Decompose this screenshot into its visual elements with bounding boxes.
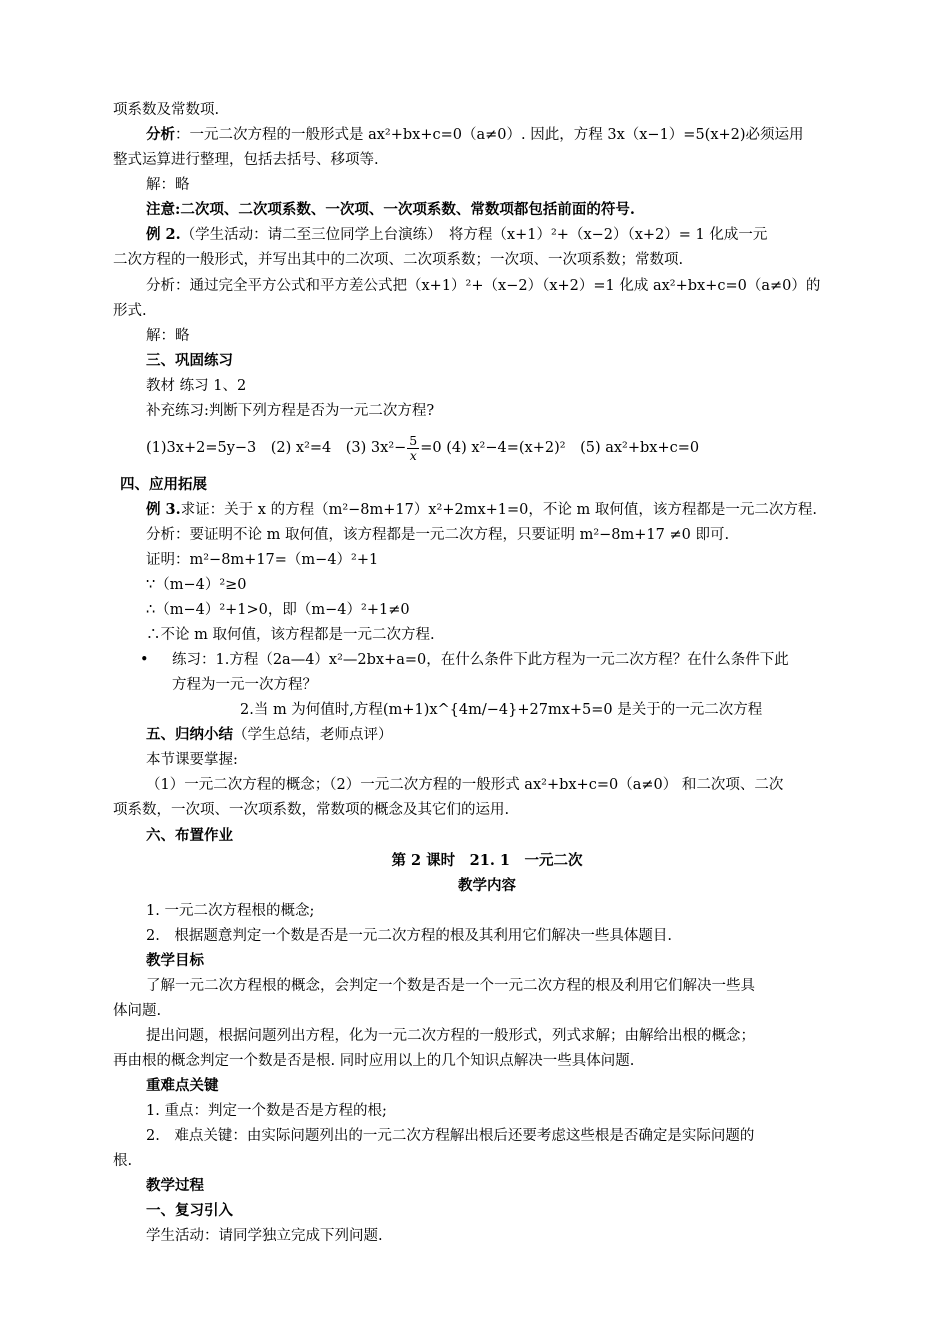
paragraph-line: 补充练习:判断下列方程是否为一元二次方程? xyxy=(146,403,435,419)
section-heading-5 xyxy=(146,725,894,747)
list-item: 1. 一元二次方程根的概念; xyxy=(146,903,315,919)
section-heading-6: 六、布置作业 xyxy=(146,827,233,844)
equations-part-2: =0 (4) x²−4=(x+2)² (5) ax²+bx+c=0 xyxy=(420,440,700,456)
example-2-label: 例 2. xyxy=(146,226,181,243)
paragraph-line: 二次方程的一般形式，并写出其中的二次项、二次项系数；一次项、一次项系数；常数项. xyxy=(113,252,684,268)
section-5-title: 五、归纳小结 xyxy=(146,726,233,743)
solution-line: 解：略 xyxy=(146,177,190,193)
practice-line: 练习：1.方程（2a—4）x²—2bx+a=0，在什么条件下此方程为一元二次方程？在什么条件下此 xyxy=(172,652,789,668)
analysis-text: ：一元二次方程的一般形式是 ax²+bx+c=0（a≠0）. 因此，方程 3x（x−1）=5(x+2)必须运用 xyxy=(175,127,804,143)
analysis-line: 分析：要证明不论 m 取何值，该方程都是一元二次方程，只要证明 m²−8m+17 ≠0 即可. xyxy=(146,527,730,543)
example-2-text: （学生活动：请二至三位同学上台演练） 将方程（x+1）²+（x−2）（x+2）= 1 化成一元 xyxy=(180,227,768,243)
solution-line: 解：略 xyxy=(146,328,190,344)
proof-line: ∵（m−4）²≥0 xyxy=(146,577,247,593)
paragraph-line: 项系数，一次项、一次项系数，常数项的概念及其它们的运用. xyxy=(113,802,510,818)
practice-line: 2.当 m 为何值时,方程(m+1)x^{4m/−4}+27mx+5=0 是关于的一元二次方程 xyxy=(240,702,763,718)
section-5-note: （学生总结，老师点评） xyxy=(233,727,393,743)
paragraph-line: 根. xyxy=(113,1153,133,1169)
fraction-denominator: x xyxy=(409,447,417,463)
paragraph-line: 形式. xyxy=(113,303,147,319)
paragraph-line: 提出问题，根据问题列出方程，化为一元二次方程的一般形式，列式求解；由解给出根的概念； xyxy=(146,1028,755,1044)
example-3-text: 求证：关于 x 的方程（m²−8m+17）x²+2mx+1=0，不论 m 取何值，该方程都是一元二次方程. xyxy=(180,502,817,518)
practice-line: 方程为一元一次方程？ xyxy=(172,677,317,693)
paragraph-line: 本节课要掌握: xyxy=(146,752,238,768)
paragraph-line: 学生活动：请同学独立完成下列问题. xyxy=(146,1228,383,1244)
teaching-process-heading: 教学过程 xyxy=(146,1177,204,1194)
paragraph-line: （1）一元二次方程的概念；（2）一元二次方程的一般形式 ax²+bx+c=0（a≠0） 和二次项、二次 xyxy=(146,777,784,793)
bullet-icon: • xyxy=(140,652,149,668)
section-heading-4: 四、应用拓展 xyxy=(120,476,207,493)
example-3-label: 例 3. xyxy=(146,501,181,518)
equations-part-1: (1)3x+2=5y−3 (2) x²=4 (3) 3x²− xyxy=(146,440,407,456)
teaching-content-heading: 教学内容 xyxy=(458,877,516,894)
example-2-line xyxy=(146,225,894,247)
paragraph-line: 整式运算进行整理，包括去括号、移项等. xyxy=(113,152,379,168)
proof-line: 证明：m²−8m+17=（m−4）²+1 xyxy=(146,552,379,568)
proof-line: ∴不论 m 取何值，该方程都是一元二次方程. xyxy=(146,627,435,643)
paragraph-line: 再由根的概念判定一个数是否是根. 同时应用以上的几个知识点解决一些具体问题. xyxy=(113,1053,635,1069)
fraction-five-over-x xyxy=(407,434,419,463)
paragraph-line: 教材 练习 1、2 xyxy=(146,378,247,394)
list-item: 1. 重点：判定一个数是否是方程的根; xyxy=(146,1103,387,1119)
section-heading-review: 一、复习引入 xyxy=(146,1202,233,1219)
paragraph-line: 体问题. xyxy=(113,1003,162,1019)
fraction-numerator: 5 xyxy=(409,432,418,448)
analysis-label: 分析 xyxy=(146,126,175,143)
teaching-goals-heading: 教学目标 xyxy=(146,952,204,969)
paragraph-line: 项系数及常数项. xyxy=(113,102,220,118)
list-item: 2. 难点关键：由实际问题列出的一元二次方程解出根后还要考虑这些根是否确定是实际问题的 xyxy=(146,1128,755,1144)
lesson-title: 第 2 课时 21. 1 一元二次 xyxy=(391,852,583,869)
analysis-line xyxy=(146,125,894,147)
paragraph-line: 了解一元二次方程根的概念，会判定一个数是否是一个一元二次方程的根及利用它们解决一些具 xyxy=(146,978,755,994)
analysis-line: 分析：通过完全平方公式和平方差公式把（x+1）²+（x−2）（x+2）=1 化成 ax²+bx+c=0（a≠0）的 xyxy=(146,278,821,294)
proof-line: ∴（m−4）²+1>0，即（m−4）²+1≠0 xyxy=(146,602,410,618)
example-3-line xyxy=(146,500,894,522)
note-line: 注意:二次项、二次项系数、一次项、一次项系数、常数项都包括前面的符号. xyxy=(146,201,635,218)
exercise-equations-line xyxy=(146,432,894,466)
key-points-heading: 重难点关键 xyxy=(146,1077,219,1094)
list-item: 2. 根据题意判定一个数是否是一元二次方程的根及其利用它们解决一些具体题目. xyxy=(146,928,672,944)
section-heading-3: 三、巩固练习 xyxy=(146,352,233,369)
